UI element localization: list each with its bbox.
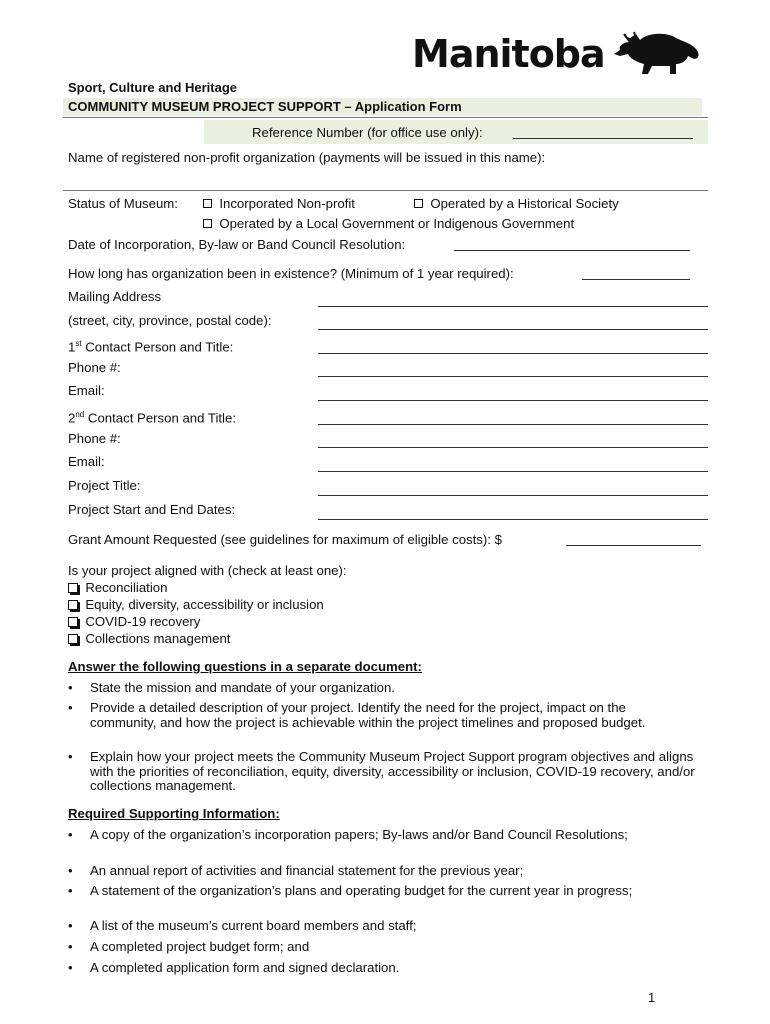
grant-amount-label: Grant Amount Requested (see guidelines for maximum of eligible costs): $ (68, 532, 502, 547)
reference-number-field[interactable] (513, 138, 693, 139)
mailing-address-label: Mailing Address (68, 289, 162, 304)
bullet-icon: • (68, 863, 73, 878)
mailing-address-field[interactable] (318, 306, 708, 307)
status-label: Status of Museum: (68, 196, 178, 211)
mailing-address-sub-label: (street, city, province, postal code): (68, 313, 272, 328)
phone1-label: Phone #: (68, 360, 121, 375)
page-number: 1 (648, 990, 656, 1005)
status-option-nonprofit[interactable]: Incorporated Non-profit (203, 196, 355, 212)
alignment-option-equity[interactable]: Equity, diversity, accessibility or inclusion (68, 597, 324, 613)
status-option-local-government[interactable]: Operated by a Local Government or Indigenous Government (203, 216, 574, 232)
checkbox-icon[interactable] (414, 199, 423, 208)
bullet-icon: • (68, 827, 73, 842)
manitoba-logo (412, 30, 712, 82)
list-item: • Provide a detailed description of your project. Identify the need for the project, impact on the community, and how the project is achievable within the project timelines and proposed budget. (68, 700, 646, 730)
bullet-icon: • (68, 918, 73, 933)
alignment-question: Is your project aligned with (check at least one): (68, 563, 347, 578)
email2-field[interactable] (318, 471, 708, 472)
org-name-field[interactable] (63, 190, 708, 191)
bullet-icon: • (68, 749, 73, 764)
list-item: • A completed project budget form; and (68, 939, 310, 954)
form-title: COMMUNITY MUSEUM PROJECT SUPPORT – Application Form (63, 98, 702, 116)
phone2-label: Phone #: (68, 431, 121, 446)
org-name-label: Name of registered non-profit organization (payments will be issued in this name): (68, 150, 546, 165)
alignment-option-reconciliation[interactable]: Reconciliation (68, 580, 167, 596)
checkbox-icon[interactable] (203, 199, 212, 208)
list-item: • A list of the museum’s current board members and staff; (68, 918, 417, 933)
list-item: • Explain how your project meets the Community Museum Project Support program objectives and aligns with the priorities of reconciliation, equity, diversity, accessibility or inclusion, COVID-19 recovery, and/or collections management. (68, 749, 695, 793)
alignment-option-covid[interactable]: COVID-19 recovery (68, 614, 200, 630)
checkbox-icon[interactable] (68, 583, 78, 593)
contact1-label: 1st Contact Person and Title: (68, 339, 234, 355)
list-item: • An annual report of activities and financial statement for the previous year; (68, 863, 524, 878)
email1-field[interactable] (318, 400, 708, 401)
checkbox-icon[interactable] (68, 617, 78, 627)
bullet-icon: • (68, 700, 73, 715)
title-divider (63, 117, 708, 118)
contact1-field[interactable] (318, 353, 708, 354)
contact2-label: 2nd Contact Person and Title: (68, 410, 236, 426)
list-item: • State the mission and mandate of your organization. (68, 680, 395, 695)
incorporation-label: Date of Incorporation, By-law or Band Council Resolution: (68, 237, 406, 252)
email1-label: Email: (68, 383, 105, 398)
bullet-icon: • (68, 680, 73, 695)
reference-label: Reference Number (for office use only): (252, 125, 483, 140)
email2-label: Email: (68, 454, 105, 469)
grant-amount-field[interactable] (566, 545, 701, 546)
project-title-field[interactable] (318, 495, 708, 496)
phone2-field[interactable] (318, 447, 708, 448)
checkbox-icon[interactable] (203, 219, 212, 228)
department-name: Sport, Culture and Heritage (68, 80, 238, 95)
existence-field[interactable] (582, 279, 690, 280)
bullet-icon: • (68, 883, 73, 898)
questions-heading: Answer the following questions in a separate document: (68, 659, 422, 674)
bison-icon (610, 30, 702, 78)
checkbox-icon[interactable] (68, 634, 78, 644)
list-item: • A statement of the organization’s plans and operating budget for the current year in progress; (68, 883, 633, 898)
list-item: • A completed application form and signed declaration. (68, 960, 400, 975)
bullet-icon: • (68, 960, 73, 975)
mailing-address-field-2[interactable] (318, 329, 708, 330)
incorporation-field[interactable] (454, 250, 690, 251)
supporting-heading: Required Supporting Information: (68, 806, 280, 821)
project-dates-field[interactable] (318, 519, 708, 520)
project-title-label: Project Title: (68, 478, 141, 493)
existence-label: How long has organization been in existence? (Minimum of 1 year required): (68, 266, 514, 281)
contact2-field[interactable] (318, 424, 708, 425)
project-dates-label: Project Start and End Dates: (68, 502, 236, 517)
phone1-field[interactable] (318, 376, 708, 377)
bullet-icon: • (68, 939, 73, 954)
checkbox-icon[interactable] (68, 600, 78, 610)
logo-wordmark: Manitoba (412, 32, 605, 76)
alignment-option-collections[interactable]: Collections management (68, 631, 230, 647)
status-option-historical-society[interactable]: Operated by a Historical Society (414, 196, 619, 212)
list-item: • A copy of the organization’s incorporation papers; By-laws and/or Band Council Resolutions; (68, 827, 628, 842)
